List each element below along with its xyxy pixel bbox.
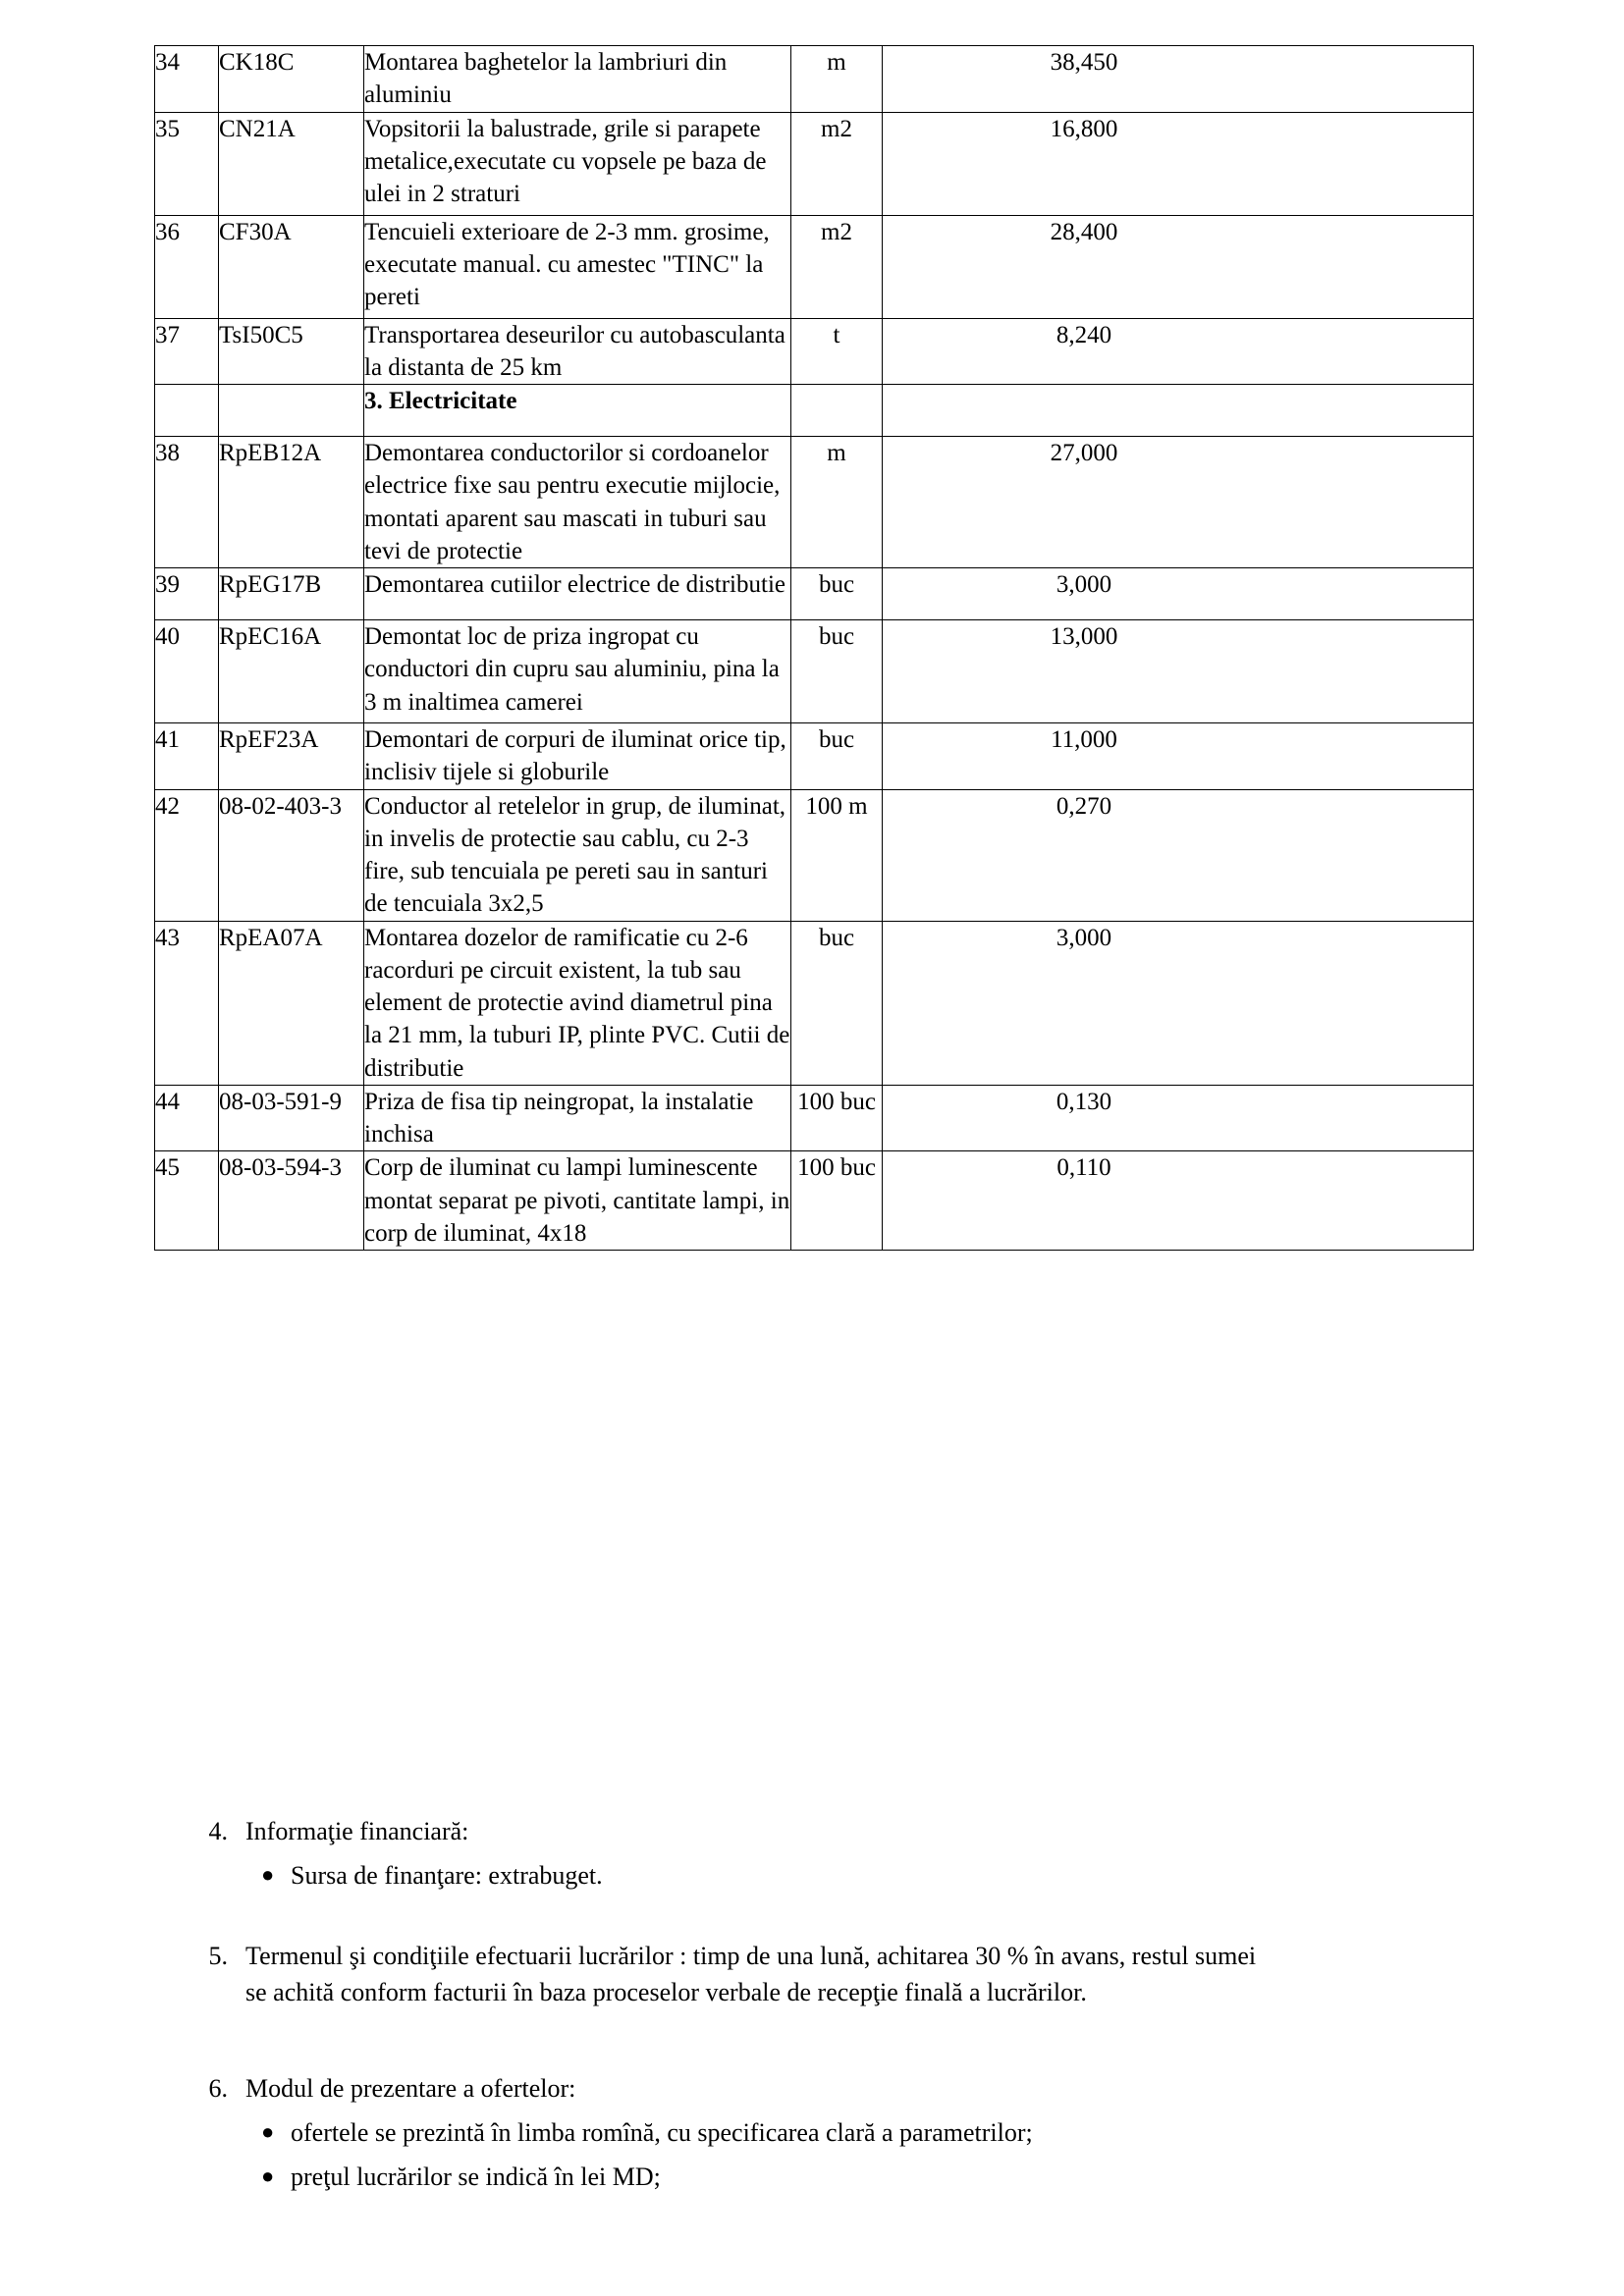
table-row	[155, 568, 1474, 620]
row-quantity-value: 0,110	[1056, 1154, 1111, 1182]
row-description: Priza de fisa tip neingropat, la instalatie inchisa	[364, 1085, 791, 1151]
row-quantity	[883, 1085, 1474, 1151]
row-quantity	[883, 620, 1474, 723]
row-number: 41	[155, 723, 219, 790]
row-unit: m	[791, 46, 883, 113]
row-code: CF30A	[219, 215, 364, 318]
row-code: CN21A	[219, 112, 364, 215]
bullet-text: preţul lucrărilor se indică în lei MD;	[291, 2162, 661, 2191]
row-quantity-value: 38,450	[1050, 49, 1118, 76]
row-description: Demontari de corpuri de iluminat orice tip, inclisiv tijele si globurile	[364, 723, 791, 790]
row-quantity	[883, 921, 1474, 1085]
list-item	[245, 2115, 1459, 2152]
row-code: 08-03-594-3	[219, 1151, 364, 1251]
row-unit: 100 m	[791, 789, 883, 921]
row-code: RpEB12A	[219, 437, 364, 568]
row-quantity-value: 8,240	[1056, 321, 1112, 348]
row-unit: m	[791, 437, 883, 568]
list-number-4: 4.	[208, 1817, 228, 1845]
row-description: Tencuieli exterioare de 2-3 mm. grosime, executate manual. cu amestec "TINC" la pereti	[364, 215, 791, 318]
row-quantity	[883, 568, 1474, 620]
row-code: 08-03-591-9	[219, 1085, 364, 1151]
table-row	[155, 318, 1474, 385]
row-unit: 100 buc	[791, 1151, 883, 1251]
list-number-6: 6.	[208, 2074, 228, 2103]
row-number: 38	[155, 437, 219, 568]
bullet-text: ofertele se prezintă în limba romînă, cu specificarea clară a parametrilor;	[291, 2117, 1033, 2147]
row-quantity-value: 11,000	[1051, 726, 1117, 753]
list-item	[245, 1858, 1459, 1895]
row-unit: 100 buc	[791, 1085, 883, 1151]
row-quantity	[883, 318, 1474, 385]
table-row	[155, 921, 1474, 1085]
row-code: 08-02-403-3	[219, 789, 364, 921]
row-quantity	[883, 1151, 1474, 1251]
list-body-4	[245, 1814, 1459, 1895]
row-quantity	[883, 112, 1474, 215]
row-unit: m2	[791, 112, 883, 215]
table-row	[155, 46, 1474, 113]
list-body-5	[245, 1939, 1489, 2011]
row-code: RpEF23A	[219, 723, 364, 790]
row-description: Conductor al retelelor in grup, de iluminat, in invelis de protectie sau cablu, cu 2-3 fire, sub tencuiala pe pereti sau in santuri de tencuiala 3x2,5	[364, 789, 791, 921]
row-quantity	[883, 46, 1474, 113]
list-item-6	[183, 2071, 1459, 2196]
row-quantity	[883, 385, 1474, 437]
row-unit: buc	[791, 620, 883, 723]
bullet-text: Sursa de finanţare: extrabuget.	[291, 1860, 603, 1890]
table-row	[155, 723, 1474, 790]
row-number: 39	[155, 568, 219, 620]
row-number: 40	[155, 620, 219, 723]
table-row	[155, 620, 1474, 723]
row-number: 35	[155, 112, 219, 215]
row-quantity	[883, 437, 1474, 568]
list-title-4: Informaţie financiară:	[245, 1817, 469, 1845]
table-row	[155, 789, 1474, 921]
works-table-body	[155, 46, 1474, 1251]
row-description: Transportarea deseurilor cu autobasculanta la distanta de 25 km	[364, 318, 791, 385]
row-unit: buc	[791, 921, 883, 1085]
row-unit	[791, 385, 883, 437]
list-number-5: 5.	[208, 1942, 228, 1970]
row-description: Montarea dozelor de ramificatie cu 2-6 racorduri pe circuit existent, la tub sau element de protectie avind diametrul pina la 21 mm, la tuburi IP, plinte PVC. Cutii de distributie	[364, 921, 791, 1085]
list-text-5-line-2: se achită conform facturii în baza proceselor verbale de recepţie finală a lucrărilor.	[245, 1977, 1087, 2006]
row-code: RpEC16A	[219, 620, 364, 723]
row-quantity-value: 13,000	[1050, 623, 1118, 650]
row-quantity-value: 27,000	[1050, 440, 1118, 466]
list-item-5	[183, 1939, 1489, 2011]
list-body-6	[245, 2071, 1459, 2196]
section-heading: 3. Electricitate	[364, 385, 791, 437]
row-number: 44	[155, 1085, 219, 1151]
row-quantity	[883, 215, 1474, 318]
row-number: 36	[155, 215, 219, 318]
table-row	[155, 1151, 1474, 1251]
bullet-dot-icon: ●	[261, 2163, 275, 2188]
row-unit: buc	[791, 723, 883, 790]
bullet-list-4	[245, 1858, 1459, 1895]
row-description: Vopsitorii la balustrade, grile si parapete metalice,executate cu vopsele pe baza de ulei in 2 straturi	[364, 112, 791, 215]
works-table	[154, 45, 1474, 1251]
row-quantity-value: 3,000	[1056, 571, 1112, 598]
row-number: 43	[155, 921, 219, 1085]
row-number: 42	[155, 789, 219, 921]
row-code: CK18C	[219, 46, 364, 113]
row-description: Corp de iluminat cu lampi luminescente montat separat pe pivoti, cantitate lampi, in corp de iluminat, 4x18	[364, 1151, 791, 1251]
row-number: 45	[155, 1151, 219, 1251]
row-code: TsI50C5	[219, 318, 364, 385]
row-code: RpEG17B	[219, 568, 364, 620]
row-quantity-value: 28,400	[1050, 218, 1118, 245]
list-title-6: Modul de prezentare a ofertelor:	[245, 2074, 576, 2103]
table-row	[155, 437, 1474, 568]
row-quantity	[883, 789, 1474, 921]
row-unit: buc	[791, 568, 883, 620]
table-section-row	[155, 385, 1474, 437]
bullet-dot-icon: ●	[261, 1861, 275, 1887]
list-item-4	[183, 1814, 1459, 1895]
row-number: 37	[155, 318, 219, 385]
row-unit: m2	[791, 215, 883, 318]
table-row	[155, 215, 1474, 318]
works-table-container	[154, 45, 1473, 1251]
row-description: Demontat loc de priza ingropat cu conductori din cupru sau aluminiu, pina la 3 m inaltimea camerei	[364, 620, 791, 723]
row-quantity-value: 16,800	[1050, 115, 1118, 142]
bullet-list-6	[245, 2115, 1459, 2196]
row-code	[219, 385, 364, 437]
table-row	[155, 1085, 1474, 1151]
list-text-5-line-1: Termenul şi condiţiile efectuarii lucrărilor : timp de una lună, achitarea 30 % în avans, restul sumei	[245, 1942, 1257, 1970]
row-quantity-value: 0,270	[1056, 792, 1112, 820]
row-description: Demontarea cutiilor electrice de distributie	[364, 568, 791, 620]
row-quantity-value: 0,130	[1056, 1088, 1112, 1115]
row-description: Montarea baghetelor la lambriuri din aluminiu	[364, 46, 791, 113]
row-quantity-value: 3,000	[1056, 924, 1112, 951]
list-item	[245, 2160, 1459, 2196]
row-unit: t	[791, 318, 883, 385]
table-row	[155, 112, 1474, 215]
bullet-dot-icon: ●	[261, 2118, 275, 2144]
row-description: Demontarea conductorilor si cordoanelor electrice fixe sau pentru executie mijlocie, montati aparent sau mascati in tuburi sau tevi de protectie	[364, 437, 791, 568]
row-quantity	[883, 723, 1474, 790]
row-number	[155, 385, 219, 437]
row-code: RpEA07A	[219, 921, 364, 1085]
row-number: 34	[155, 46, 219, 113]
